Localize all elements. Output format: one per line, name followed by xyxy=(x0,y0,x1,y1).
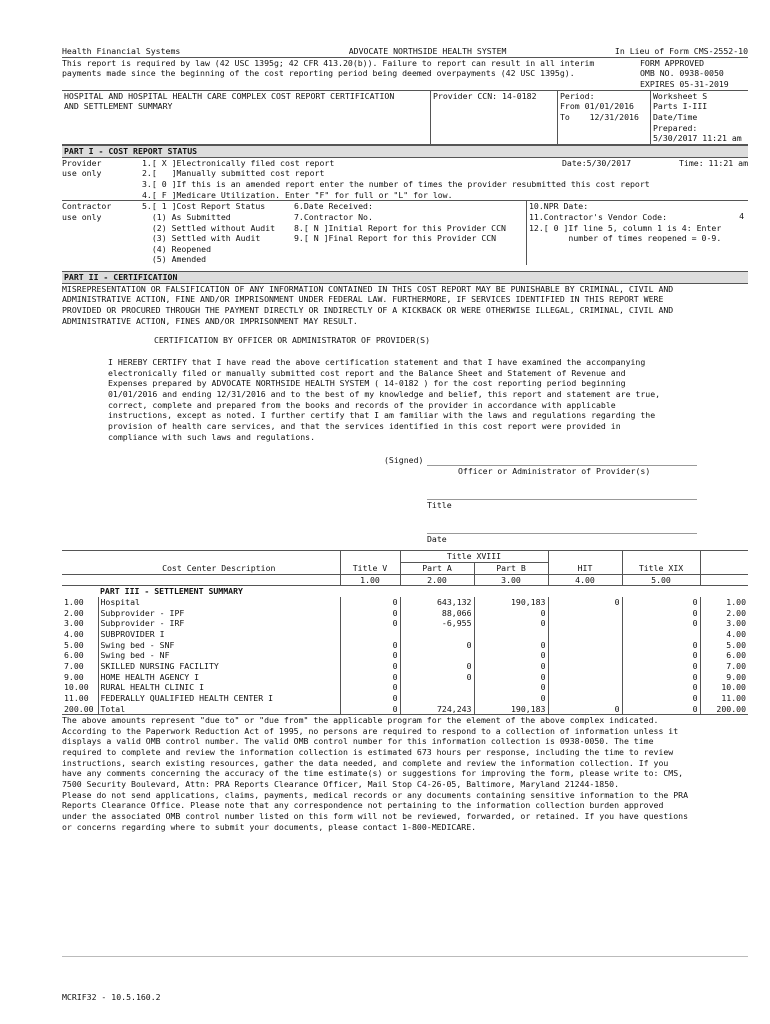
status-col-2: (2) Settled without Audit xyxy=(142,222,276,233)
provider-label-1: Provider xyxy=(62,157,102,168)
cell-hit xyxy=(548,650,622,661)
col-header-part-b: Part B xyxy=(474,562,548,574)
col-header-hit: HIT xyxy=(548,562,622,574)
paperwork-line: under the associated OMB control number listed on this form will not be reviewed, forwarded, or retained. If you have questions xyxy=(62,811,689,822)
cert-line: I HEREBY CERTIFY that I have read the above certification statement and that I have examined the accompanying xyxy=(108,357,646,368)
settlement-rows xyxy=(62,597,748,714)
paperwork-notice xyxy=(62,726,748,833)
line-number: 200.00 xyxy=(64,703,94,714)
cell-title-v: 0 xyxy=(340,618,400,629)
report-title-line2: AND SETTLEMENT SUMMARY xyxy=(64,101,173,112)
row-number-right: 5.00 xyxy=(700,640,748,651)
cell-part-a: 0 xyxy=(400,672,474,683)
row-description: Subprovider - IRF xyxy=(98,618,340,629)
cert-line: compliance with such laws and regulations. xyxy=(108,431,316,442)
row-number-right: 7.00 xyxy=(700,661,748,672)
paperwork-line: Please do not send applications, claims, payments, medical records or any documents containing sensitive information to the PRA xyxy=(62,789,689,800)
status-time: Time: 11:21 am xyxy=(678,157,748,168)
vendor-code-value: 4 xyxy=(739,211,744,222)
col-header-title-xix: Title XIX xyxy=(622,562,700,574)
col-num: 3.00 xyxy=(474,574,548,586)
status-date: Date:5/30/2017 xyxy=(562,157,632,168)
cell-title-v: 0 xyxy=(340,682,400,693)
cell-title-v: 0 xyxy=(340,672,400,683)
paperwork-line: have any comments concerning the accuracy of the time estimate(s) or suggestions for improving the form, please write to: CMS, xyxy=(62,768,684,779)
cell-title-v: 0 xyxy=(340,661,400,672)
page-header xyxy=(62,46,748,57)
cell-title-xix: 0 xyxy=(622,682,700,693)
row-number-right: 10.00 xyxy=(700,682,748,693)
table-header-row xyxy=(62,562,748,574)
form-approved: FORM APPROVED xyxy=(640,57,705,68)
period-label: Period: xyxy=(560,90,595,101)
cell-part-b: 0 xyxy=(474,640,548,651)
title-line[interactable] xyxy=(427,533,697,534)
table-row xyxy=(62,618,748,629)
cell-title-xix: 0 xyxy=(622,672,700,683)
cert-line: provision of health care services, and that the services identified in this cost report were provided in xyxy=(108,421,621,431)
table-row xyxy=(62,672,748,683)
cert-line: 01/01/2016 and ending 12/31/2016 and to the best of my knowledge and belief, this report and statement are true, xyxy=(108,389,661,400)
cell-hit xyxy=(548,661,622,672)
reopened-note: number of times reopened = 0-9. xyxy=(529,233,722,244)
cert-line: Expenses prepared by ADVOCATE NORTHSIDE HEALTH SYSTEM ( 14-0182 ) for the cost reporting period beginning xyxy=(108,378,626,389)
cell-title-xix: 0 xyxy=(622,608,700,619)
item-amended: 3.[ 0 ]If this is an amended report enter the number of times the provider resubmitted this cost report xyxy=(142,178,650,189)
row-description: Hospital xyxy=(98,597,340,608)
col-num: 1.00 xyxy=(340,574,400,586)
report-title-line1: HOSPITAL AND HOSPITAL HEALTH CARE COMPLEX COST REPORT CERTIFICATION xyxy=(64,90,395,101)
officer-name-line[interactable] xyxy=(427,499,697,500)
cell-part-a xyxy=(400,650,474,661)
cell-title-v xyxy=(340,629,400,640)
cell-title-v: 0 xyxy=(340,693,400,704)
cell-part-b: 190,183 xyxy=(474,597,548,608)
cell-title-v: 0 xyxy=(340,704,400,715)
provider-ccn: Provider CCN: 14-0182 xyxy=(433,90,537,101)
final-report: 9.[ N ]Final Report for this Provider CCN xyxy=(294,233,497,244)
worksheet-id: Worksheet S xyxy=(653,90,708,101)
status-col-5: (5) Amended xyxy=(142,254,207,265)
table-row xyxy=(62,682,748,693)
cell-part-a xyxy=(400,693,474,704)
line-number: 1.00 xyxy=(64,596,84,607)
title-block xyxy=(62,90,748,145)
cell-title-xix xyxy=(622,629,700,640)
col-num: 4.00 xyxy=(548,574,622,586)
contractor-no: 7.Contractor No. xyxy=(294,211,373,222)
document-page xyxy=(62,46,748,832)
paperwork-line: instructions, search existing resources, gather the data needed, and complete and review the information collection. If you xyxy=(62,757,669,768)
misrep-line: ADMINISTRATIVE ACTION, FINE AND/OR IMPRISONMENT UNDER FEDERAL LAW. FURTHERMORE, IF SERVICES IDENTIFIED IN THIS REPORT WERE xyxy=(62,294,664,305)
table-row xyxy=(62,640,748,651)
status-col-0: 5.[ 1 ]Cost Report Status xyxy=(142,201,266,212)
cell-part-a: 643,132 xyxy=(400,597,474,608)
vendor-code-label: 11.Contractor's Vendor Code: xyxy=(529,211,668,222)
paperwork-line: 7500 Security Boulevard, Attn: PRA Reports Clearance Officer, Mail Stop C4-26-05, Baltimore, Maryland 21244-1850. xyxy=(62,779,620,790)
header-left: Health Financial Systems xyxy=(62,46,181,56)
cell-part-b: 0 xyxy=(474,608,548,619)
cell-part-b: 0 xyxy=(474,672,548,683)
expires: EXPIRES 05-31-2019 xyxy=(640,78,729,89)
row-number-right: 200.00 xyxy=(700,704,748,715)
row-number-right: 4.00 xyxy=(700,629,748,640)
table-row xyxy=(62,650,748,661)
signature-area xyxy=(62,450,748,546)
row-description: Swing bed - NF xyxy=(98,650,340,661)
row-description: SKILLED NURSING FACILITY xyxy=(98,661,340,672)
period-to: To 12/31/2016 xyxy=(560,111,639,122)
cell-part-a: 88,066 xyxy=(400,608,474,619)
date-prepared-label: Date/Time Prepared: xyxy=(653,111,698,133)
col-header-title-xviii: Title XVIII xyxy=(400,551,548,563)
cell-title-xix: 0 xyxy=(622,661,700,672)
misrepresentation-warning xyxy=(62,284,748,327)
line-number: 2.00 xyxy=(64,607,84,618)
row-number-right: 11.00 xyxy=(700,693,748,704)
header-right: In Lieu of Form CMS-2552-10 xyxy=(614,46,748,56)
paperwork-line: or concerns regarding where to submit your documents, please contact 1-800-MEDICARE. xyxy=(62,821,477,832)
table-header-row xyxy=(62,551,748,563)
title-label: Title xyxy=(427,500,452,511)
footer-code: MCRIF32 - 10.5.160.2 xyxy=(62,992,161,1002)
settlement-table xyxy=(62,550,748,714)
initial-report: 8.[ N ]Initial Report for this Provider CCN xyxy=(294,222,506,233)
contractor-label-1: Contractor xyxy=(62,201,112,212)
provider-use-section xyxy=(62,158,748,201)
date-received: 6.Date Received: xyxy=(294,201,373,212)
row-description: Total xyxy=(98,704,340,715)
cell-hit xyxy=(548,608,622,619)
cell-title-v: 0 xyxy=(340,608,400,619)
notice-line-2: payments made since the beginning of the cost reporting period being deemed overpayments (42 USC 1395g). xyxy=(62,68,575,79)
col-num: 5.00 xyxy=(622,574,700,586)
cell-hit xyxy=(548,618,622,629)
cell-title-xix: 0 xyxy=(622,640,700,651)
cell-part-a: 724,243 xyxy=(400,704,474,715)
cell-title-xix: 0 xyxy=(622,693,700,704)
table-row xyxy=(62,629,748,640)
date-prepared-value: 5/30/2017 11:21 am xyxy=(653,133,742,144)
col-num: 2.00 xyxy=(400,574,474,586)
misrep-line: PROVIDED OR PROCURED THROUGH THE PAYMENT DIRECTLY OR INDIRECTLY OF A KICKBACK OR WERE OTHERWISE ILLEGAL, CRIMINAL, CIVIL AND xyxy=(62,305,674,316)
row-description: Subprovider - IPF xyxy=(98,608,340,619)
part1-heading: PART I - COST REPORT STATUS xyxy=(62,145,748,158)
cell-part-a: -6,955 xyxy=(400,618,474,629)
line-number: 11.00 xyxy=(64,692,89,703)
line-number: 3.00 xyxy=(64,618,84,629)
part2-heading: PART II - CERTIFICATION xyxy=(62,271,748,284)
col-header-title-v: Title V xyxy=(340,562,400,574)
notice-line-1: This report is required by law (42 USC 1395g; 42 CFR 413.20(b)). Failure to report can result in all interim xyxy=(62,57,595,68)
line-number: 10.00 xyxy=(64,682,89,693)
contractor-use-section xyxy=(62,200,748,265)
row-number-right: 9.00 xyxy=(700,672,748,683)
misrep-line: ADMINISTRATIVE ACTION, FINES AND/OR IMPRISONMENT MAY RESULT. xyxy=(62,315,358,326)
cell-hit xyxy=(548,682,622,693)
provider-label-2: use only xyxy=(62,168,102,179)
cell-title-xix: 0 xyxy=(622,618,700,629)
paperwork-line: displays a valid OMB control number. The valid OMB control number for this information collection is 0938-0050. The time xyxy=(62,736,654,747)
footer-divider xyxy=(62,956,748,957)
cell-part-b: 0 xyxy=(474,618,548,629)
col-header-desc: Cost Center Description xyxy=(162,562,276,573)
row-number-right: 1.00 xyxy=(700,597,748,608)
npr-date: 10.NPR Date: xyxy=(529,201,589,212)
cell-title-v: 0 xyxy=(340,597,400,608)
cell-title-v: 0 xyxy=(340,650,400,661)
cell-hit: 0 xyxy=(548,704,622,715)
cell-part-a xyxy=(400,682,474,693)
col-header-part-a: Part A xyxy=(400,562,474,574)
row-number-right: 6.00 xyxy=(700,650,748,661)
column-number-row xyxy=(62,574,748,586)
line-number: 5.00 xyxy=(64,639,84,650)
table-row xyxy=(62,608,748,619)
cell-part-a xyxy=(400,629,474,640)
line-number: 6.00 xyxy=(64,650,84,661)
line-number: 9.00 xyxy=(64,671,84,682)
part3-heading-row xyxy=(62,586,748,597)
cell-title-v: 0 xyxy=(340,640,400,651)
cell-title-xix: 0 xyxy=(622,650,700,661)
cert-line: instructions, except as noted. I further certify that I am familiar with the laws and regulations regarding the xyxy=(108,410,656,421)
cell-hit xyxy=(548,629,622,640)
status-col-1: (1) As Submitted xyxy=(142,211,231,222)
cell-title-xix: 0 xyxy=(622,704,700,715)
row-description: Swing bed - SNF xyxy=(98,640,340,651)
status-col-4: (4) Reopened xyxy=(142,243,212,254)
table-row xyxy=(62,661,748,672)
cell-part-b xyxy=(474,629,548,640)
paperwork-line: According to the Paperwork Reduction Act of 1995, no persons are required to respond to a collection of information unless it xyxy=(62,725,679,736)
cell-part-a: 0 xyxy=(400,640,474,651)
cell-part-a: 0 xyxy=(400,661,474,672)
line-number: 4.00 xyxy=(64,628,84,639)
table-row xyxy=(62,597,748,608)
worksheet-parts: Parts I-III xyxy=(653,101,708,112)
header-center: ADVOCATE NORTHSIDE HEALTH SYSTEM xyxy=(348,46,507,56)
row-description: RURAL HEALTH CLINIC I xyxy=(98,682,340,693)
row-description: HOME HEALTH AGENCY I xyxy=(98,672,340,683)
cell-title-xix: 0 xyxy=(622,597,700,608)
cell-part-b: 0 xyxy=(474,661,548,672)
line-number: 7.00 xyxy=(64,660,84,671)
cert-line: electronically filed or manually submitted cost report and the Balance Sheet and Statement of Revenue and xyxy=(108,367,626,378)
cell-hit xyxy=(548,693,622,704)
reopened-count: 12.[ 0 ]If line 5, column 1 is 4: Enter xyxy=(529,222,722,233)
cell-hit xyxy=(548,672,622,683)
cell-part-b: 0 xyxy=(474,650,548,661)
row-number-right: 3.00 xyxy=(700,618,748,629)
contractor-label-2: use only xyxy=(62,211,102,222)
cell-part-b: 0 xyxy=(474,682,548,693)
table-row xyxy=(62,704,748,715)
row-description: SUBPROVIDER I xyxy=(98,629,340,640)
table-row xyxy=(62,693,748,704)
paperwork-line: required to complete and review the information collection is estimated 673 hours per response, including the time to review xyxy=(62,747,674,758)
amounts-footnote: The above amounts represent "due to" or "due from" the applicable program for the element of the above complex indicated. xyxy=(62,714,748,726)
officer-label: Officer or Administrator of Provider(s) xyxy=(458,466,651,477)
row-number-right: 2.00 xyxy=(700,608,748,619)
certification-title: CERTIFICATION BY OFFICER OR ADMINISTRATOR OF PROVIDER(S) xyxy=(154,335,431,346)
cell-part-b: 0 xyxy=(474,693,548,704)
status-col-3: (3) Settled with Audit xyxy=(142,233,261,244)
signed-label: (Signed) xyxy=(384,455,424,466)
item-manual: 2.[ ]Manually submitted cost report xyxy=(142,168,325,179)
item-electronic: 1.[ X ]Electronically filed cost report xyxy=(142,157,335,168)
omb-number: OMB NO. 0938-0050 xyxy=(640,68,724,79)
item-utilization: 4.[ F ]Medicare Utilization. Enter "F" for full or "L" for low. xyxy=(142,189,453,200)
cell-part-b: 190,183 xyxy=(474,704,548,715)
date-label: Date xyxy=(427,534,447,545)
period-from: From 01/01/2016 xyxy=(560,101,634,112)
certification-body xyxy=(62,357,748,442)
part3-heading: PART III - SETTLEMENT SUMMARY xyxy=(100,586,243,597)
cell-hit xyxy=(548,640,622,651)
cell-hit: 0 xyxy=(548,597,622,608)
row-description: FEDERALLY QUALIFIED HEALTH CENTER I xyxy=(98,693,340,704)
paperwork-line: Reports Clearance Office. Please note that any correspondence not pertaining to the information collection burden approved xyxy=(62,800,664,811)
cert-line: correct, complete and prepared from the books and records of the provider in accordance with applicable xyxy=(108,399,616,410)
misrep-line: MISREPRESENTATION OR FALSIFICATION OF ANY INFORMATION CONTAINED IN THIS COST REPORT MAY BE PUNISHABLE BY CRIMINAL, CIVIL AND xyxy=(62,283,674,294)
legal-notice xyxy=(62,58,748,90)
